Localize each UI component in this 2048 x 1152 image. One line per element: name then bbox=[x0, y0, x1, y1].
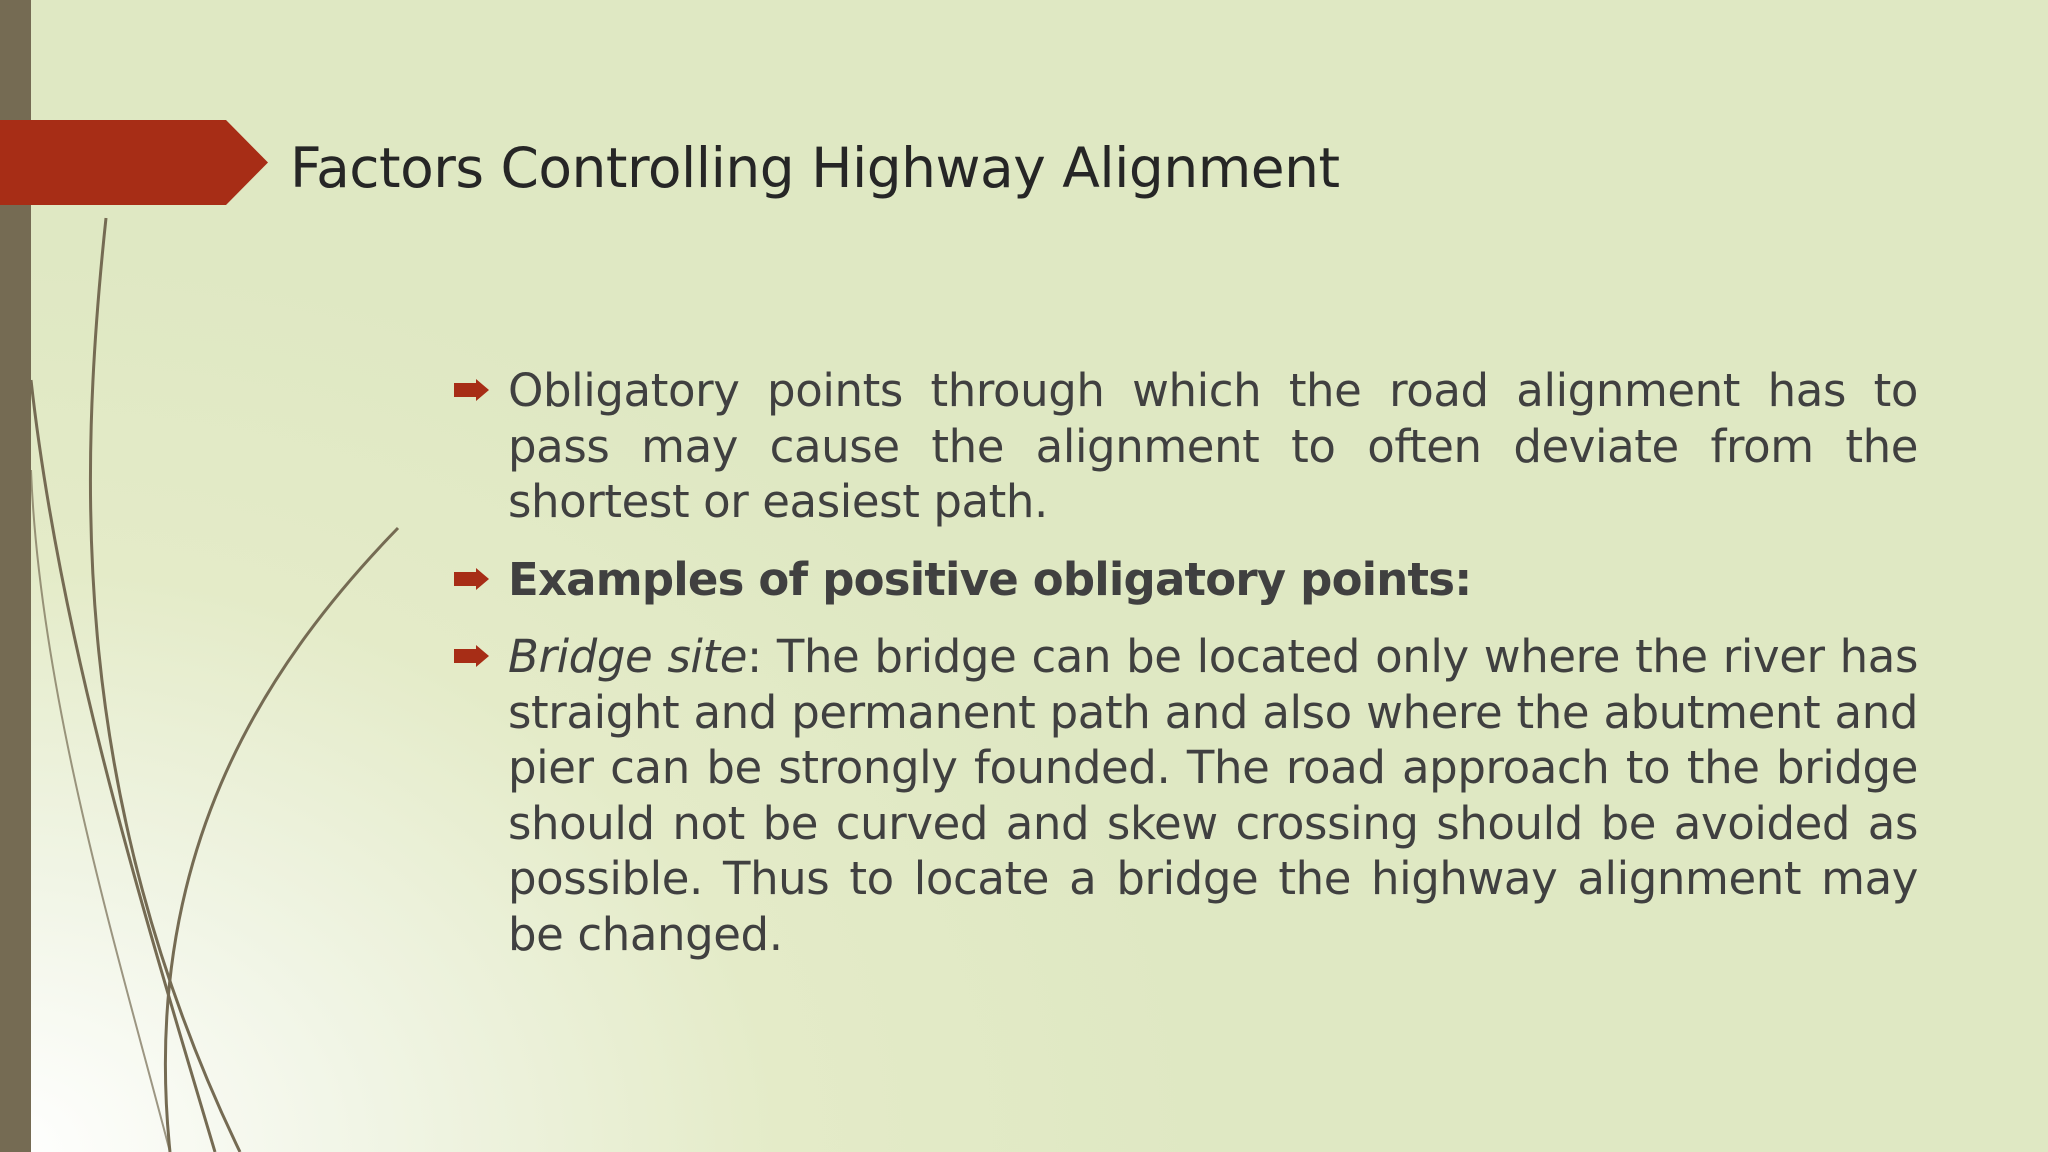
arrow-bullet-icon bbox=[452, 379, 490, 401]
arrow-bullet-icon bbox=[452, 645, 490, 667]
list-item bbox=[452, 363, 1918, 530]
bullet-text: : The bridge can be located only where the river has straight and permanent path and also where the abutment and pier can be strongly founded. The road approach to the bridge should not be curved and skew crossing should be avoided as possible. Thus to locate a bridge the highway alignment may be changed. bbox=[508, 630, 1918, 961]
bullet-text: Obligatory points through which the road alignment has to pass may cause the alignment to often deviate from the shortest or easiest path. bbox=[508, 364, 1918, 528]
page-title: Factors Controlling Highway Alignment bbox=[290, 136, 1340, 200]
arrow-bullet-icon bbox=[452, 568, 490, 590]
bullet-lead-term: Bridge site bbox=[508, 630, 748, 683]
title-accent-tab bbox=[0, 120, 268, 205]
bullet-list bbox=[452, 363, 1918, 962]
list-item bbox=[452, 552, 1918, 608]
bullet-heading: Examples of positive obligatory points: bbox=[508, 552, 1472, 606]
list-item bbox=[452, 629, 1918, 962]
